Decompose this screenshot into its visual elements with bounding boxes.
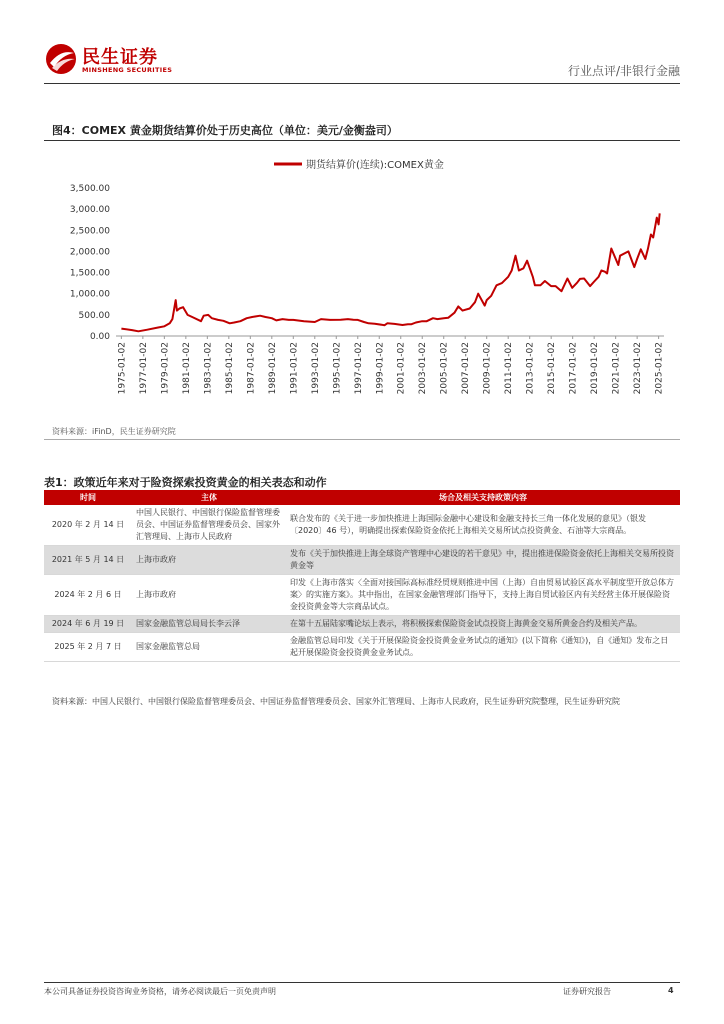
row-content: 联合发布的《关于进一步加快推进上海国际金融中心建设和金融支持长三角一体化发展的意见》（银发〔2020〕46 号），明确提出探索保险资金依托上海相关交易所试点投资黄金、石油等大宗商品。 [286,505,680,546]
series-line-gold-futures [121,213,659,331]
row-content: 印发《上海市落实〈全面对接国际高标准经贸规则推进中国（上海）自由贸易试验区高水平制度型开放总体方案〉的实施方案》。其中指出，在国家金融管理部门指导下，支持上海自贸试验区内有关经营主体开展保险资金投资黄金等大宗商品试点。 [286,575,680,616]
policy-table [44,490,680,662]
figure-divider [44,439,680,440]
x-tick-label: 1983-01-02 [203,342,214,395]
row-subject: 上海市政府 [132,546,286,575]
table-row [44,575,680,616]
table-row [44,546,680,575]
x-tick-label: 1989-01-02 [267,342,278,395]
x-tick-label: 2005-01-02 [439,342,450,395]
table-source: 资料来源：中国人民银行、中国银行保险监督管理委员会、中国证券监督管理委员会、国家外汇管理局、上海市人民政府，民生证券研究院整理，民生证券研究院 [52,697,620,706]
row-content: 发布《关于加快推进上海全球资产管理中心建设的若干意见》中，提出推进保险资金依托上海相关交易所投资黄金等 [286,546,680,575]
x-tick-label: 2013-01-02 [525,342,536,395]
row-time: 2021 年 5 月 14 日 [44,546,132,575]
table-title: 表1：政策近年来对于险资探索投资黄金的相关表态和动作 [44,476,327,489]
chart-canvas [44,140,680,410]
x-tick-label: 1975-01-02 [117,342,128,395]
minsheng-logo-icon [44,43,78,75]
row-content: 金融监管总局印发《关于开展保险资金投资黄金业务试点的通知》(以下简称《通知》)，自《通知》发布之日起开展保险资金投资黄金业务试点。 [286,633,680,662]
y-tick-label: 3,500.00 [69,184,110,194]
row-time: 2024 年 2 月 6 日 [44,575,132,616]
row-subject: 国家金融监管总局局长李云泽 [132,616,286,633]
report-category: 行业点评/非银行金融 [567,64,680,78]
y-tick-label: 3,000.00 [69,205,110,216]
x-tick-label: 2007-01-02 [461,342,472,395]
y-tick-label: 0.00 [89,332,110,342]
x-tick-label: 2019-01-02 [590,342,601,395]
y-tick-label: 1,000.00 [69,289,110,300]
brand-name-en: MINSHENG SECURITIES [82,66,173,74]
x-tick-label: 2021-01-02 [611,342,622,395]
y-tick-label: 2,000.00 [69,247,110,258]
x-tick-label: 1987-01-02 [246,342,257,395]
gold-price-chart [44,140,680,410]
row-content: 在第十五届陆家嘴论坛上表示，将积极探索保险资金试点投资上海黄金交易所黄金合约及相关产品。 [286,616,680,633]
row-time: 2024 年 6 月 19 日 [44,616,132,633]
x-tick-label: 2023-01-02 [633,342,644,395]
y-tick-label: 500.00 [78,310,110,321]
header-divider [44,83,680,84]
x-tick-label: 1993-01-02 [310,342,321,395]
figure-source: 资料来源：iFinD，民生证券研究院 [52,427,176,436]
figure-title: 图4：COMEX 黄金期货结算价处于历史高位（单位：美元/金衡盎司） [52,124,398,137]
x-tick-label: 1985-01-02 [224,342,235,395]
x-tick-label: 2015-01-02 [547,342,558,395]
brand-name-cn: 民生证券 [82,47,158,68]
page-number: 4 [668,986,674,995]
x-tick-label: 2017-01-02 [568,342,579,395]
row-time: 2025 年 2 月 7 日 [44,633,132,662]
column-header-subject: 主体 [132,490,286,505]
footer-disclaimer: 本公司具备证券投资咨询业务资格，请务必阅读最后一页免责声明 [44,987,276,996]
column-header-content: 场合及相关支持政策内容 [286,490,680,505]
y-tick-label: 2,500.00 [69,226,110,237]
row-subject: 上海市政府 [132,575,286,616]
x-tick-label: 2009-01-02 [482,342,493,395]
x-tick-label: 1977-01-02 [138,342,149,395]
table-row [44,616,680,633]
x-tick-label: 1999-01-02 [375,342,386,395]
column-header-time: 时间 [44,490,132,505]
x-tick-label: 1995-01-02 [332,342,343,395]
footer-doc-type: 证券研究报告 [563,987,611,996]
footer-divider [44,982,680,983]
x-tick-label: 2025-01-02 [654,342,665,395]
row-subject: 国家金融监管总局 [132,633,286,662]
y-tick-label: 1,500.00 [69,268,110,279]
x-tick-label: 1997-01-02 [353,342,364,395]
x-tick-label: 2011-01-02 [504,341,515,395]
x-tick-label: 2001-01-02 [396,342,407,395]
row-subject: 中国人民银行、中国银行保险监督管理委员会、中国证券监督管理委员会、国家外汇管理局、上海市人民政府 [132,505,286,546]
row-time: 2020 年 2 月 14 日 [44,505,132,546]
table-row [44,505,680,546]
table-header-row [44,490,680,505]
legend-label: 期货结算价(连续):COMEX黄金 [306,160,444,171]
table-row [44,633,680,662]
x-tick-label: 2003-01-02 [418,342,429,395]
x-tick-label: 1991-01-02 [289,342,300,395]
x-tick-label: 1979-01-02 [160,342,171,395]
x-tick-label: 1981-01-02 [181,342,192,395]
